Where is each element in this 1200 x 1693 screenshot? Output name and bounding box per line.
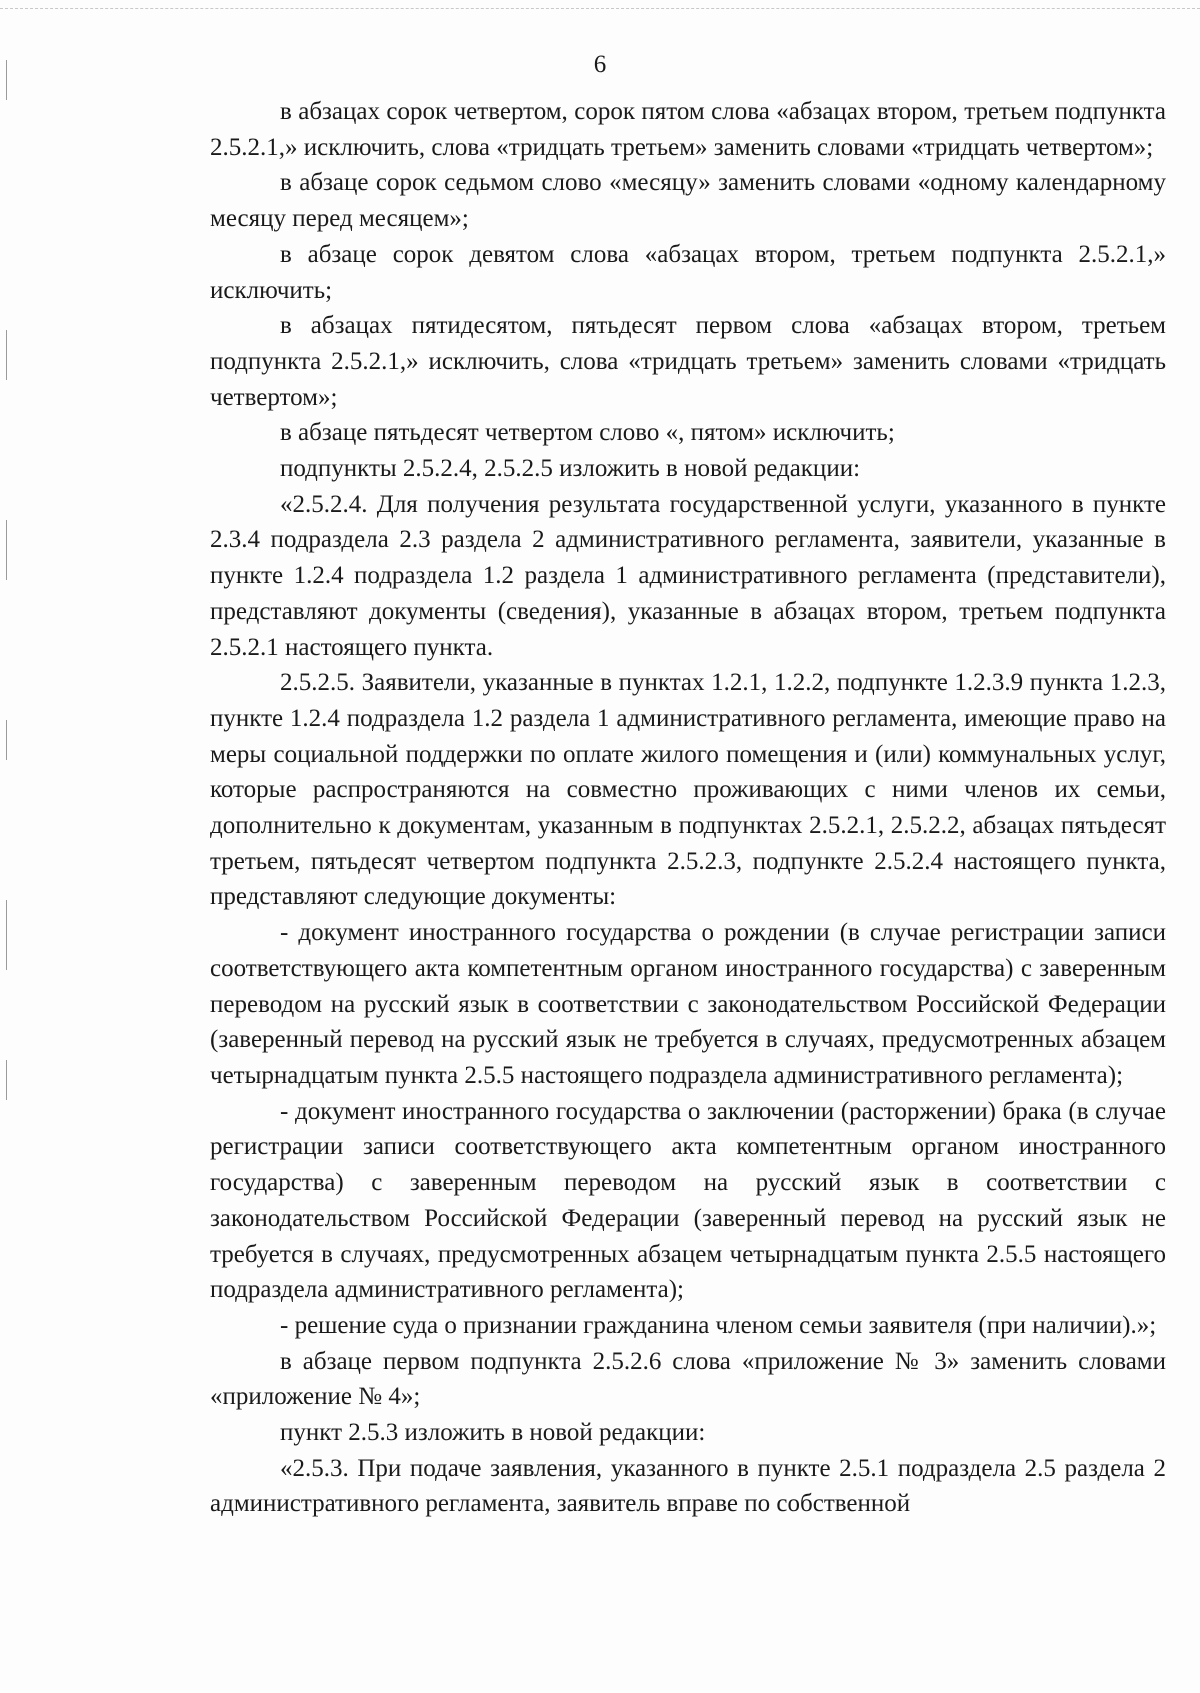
paragraph: в абзаце пятьдесят четвертом слово «, пятом» исключить; [280,419,895,447]
document-body [210,94,1166,1522]
scan-mark [6,330,7,380]
paragraph: подпункты 2.5.2.4, 2.5.2.5 изложить в новой редакции: [280,455,861,483]
paragraph: в абзацах пятидесятом, пятьдесят первом слова «абзацах втором, третьем подпункта 2.5.2.1,» исключить, слова «тридцать третьем» заменить словами «тридцать четвертом»; [210,312,1166,411]
scan-mark [6,1060,7,1100]
paragraph: в абзаце сорок седьмом слово «месяцу» заменить словами «одному календарному месяцу перед месяцем»; [210,169,1166,233]
scan-mark [6,720,7,760]
page-number: 6 [593,51,607,78]
paragraph: - решение суда о признании гражданина членом семьи заявителя (при наличии).»; [280,1311,1157,1339]
paragraph: 2.5.2.5. Заявители, указанные в пунктах 1.2.1, 1.2.2, подпункте 1.2.3.9 пункта 1.2.3, пункте 1.2.4 подраздела 1.2 раздела 1 административного регламента, имеющие право на меры социальной поддержки по оплате жилого помещения и (или) коммунальных услуг, которые распространяются на совместно проживающих с ними членов их семьи, дополнительно к документам, указанным в подпунктах 2.5.2.1, 2.5.2.2, абзацах пятьдесят третьем, пятьдесят четвертом подпункта 2.5.2.3, подпункте 2.5.2.4 настоящего пункта, представляют следующие документы: [210,669,1166,911]
paragraph: - документ иностранного государства о заключении (расторжении) брака (в случае регистрации записи соответствующего акта компетентным органом иностранного государства) с заверенным переводом на русский язык в соответствии с законодательством Российской Федерации (заверенный перевод на русский язык не требуется в случаях, предусмотренных абзацем четырнадцатым пункта 2.5.5 настоящего подраздела административного регламента); [210,1097,1166,1304]
paragraph: «2.5.2.4. Для получения результата государственной услуги, указанного в пункте 2.3.4 подраздела 2.3 раздела 2 административного регламента, заявители, указанные в пункте 1.2.4 подраздела 1.2 раздела 1 административного регламента (представители), представляют документы (сведения), указанные в абзацах втором, третьем подпункта 2.5.2.1 настоящего пункта. [210,490,1166,661]
paragraph: в абзаце первом подпункта 2.5.2.6 слова «приложение № 3» заменить словами «приложение № 4»; [210,1347,1166,1411]
scan-mark [6,520,7,580]
scan-top-edge [0,8,1200,10]
scan-margin-marks [6,0,10,1693]
paragraph: «2.5.3. При подаче заявления, указанного в пункте 2.5.1 подраздела 2.5 раздела 2 административного регламента, заявитель вправе по собственной [210,1454,1166,1518]
paragraph: пункт 2.5.3 изложить в новой редакции: [280,1419,706,1447]
scan-mark [6,900,7,970]
paragraph: в абзаце сорок девятом слова «абзацах втором, третьем подпункта 2.5.2.1,» исключить; [210,240,1166,304]
paragraph: - документ иностранного государства о рождении (в случае регистрации записи соответствующего акта компетентным органом иностранного государства) с заверенным переводом на русский язык в соответствии с законодательством Российской Федерации (заверенный перевод на русский язык не требуется в случаях, предусмотренных абзацем четырнадцатым пункта 2.5.5 настоящего подраздела административного регламента); [210,919,1166,1089]
paragraph: в абзацах сорок четвертом, сорок пятом слова «абзацах втором, третьем подпункта 2.5.2.1,» исключить, слова «тридцать третьем» заменить словами «тридцать четвертом»; [210,98,1166,161]
